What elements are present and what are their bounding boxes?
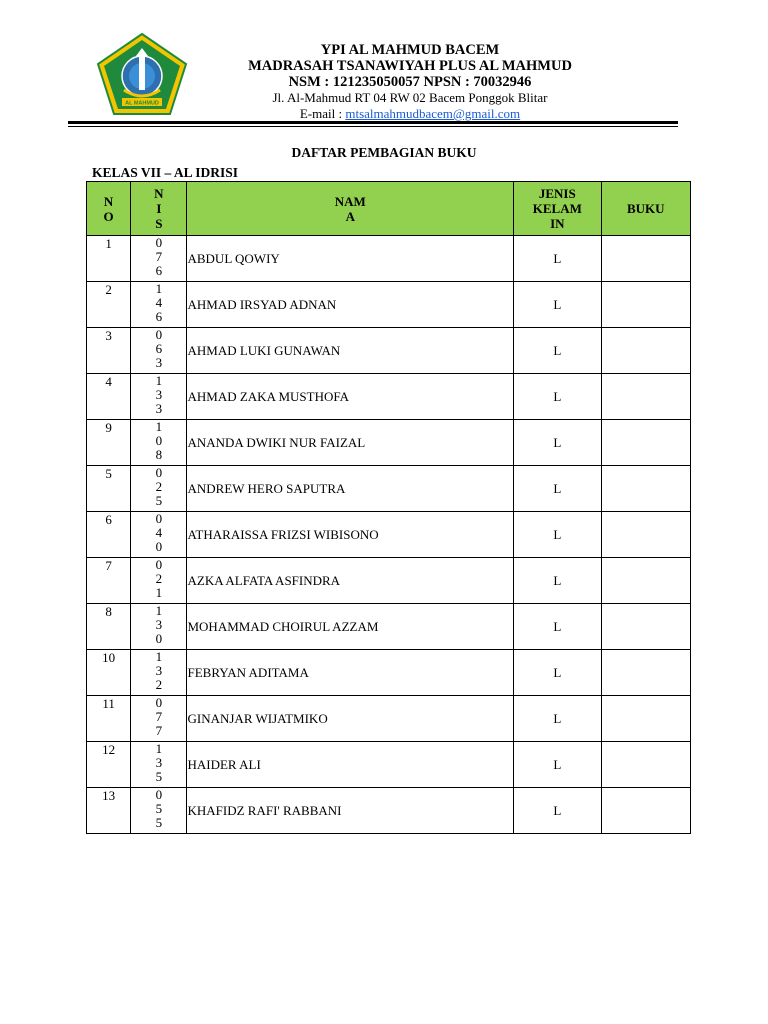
nis-digit: 0 xyxy=(155,539,163,554)
cell-nis xyxy=(131,466,187,512)
cell-nis xyxy=(131,558,187,604)
cell-buku xyxy=(601,236,690,282)
cell-nama: HAIDER ALI xyxy=(187,742,514,788)
cell-nama: AZKA ALFATA ASFINDRA xyxy=(187,558,514,604)
cell-nis xyxy=(131,282,187,328)
header-no xyxy=(87,182,131,236)
nsm-npsn: NSM : 121235050057 NPSN : 70032946 xyxy=(288,74,532,90)
email-label: E-mail : xyxy=(299,106,346,121)
cell-jenis-kelamin: L xyxy=(514,466,601,512)
table-row xyxy=(87,420,691,466)
table-row xyxy=(87,512,691,558)
cell-jenis-kelamin: L xyxy=(514,742,601,788)
cell-jenis-kelamin: L xyxy=(514,374,601,420)
cell-nama: ANANDA DWIKI NUR FAIZAL xyxy=(187,420,514,466)
school-address: Jl. Al-Mahmud RT 04 RW 02 Bacem Ponggok Blitar xyxy=(272,90,548,105)
cell-no: 4 xyxy=(87,374,131,420)
cell-nis xyxy=(131,420,187,466)
header-line: NAM xyxy=(334,193,366,209)
cell-nama: MOHAMMAD CHOIRUL AZZAM xyxy=(187,604,514,650)
letterhead-rule-thin xyxy=(68,126,678,127)
nis-digit: 0 xyxy=(155,235,163,250)
nis-digit: 2 xyxy=(155,571,163,586)
nis-digit: 1 xyxy=(155,373,163,388)
letterhead-rule-thick xyxy=(68,121,678,124)
svg-text:AL MAHMUD: AL MAHMUD xyxy=(125,100,159,107)
nis-digit: 0 xyxy=(155,433,163,448)
header-line: N xyxy=(103,193,114,209)
school-logo xyxy=(96,32,188,116)
cell-buku xyxy=(601,374,690,420)
nis-digit: 3 xyxy=(155,617,163,632)
cell-buku xyxy=(601,650,690,696)
cell-no: 3 xyxy=(87,328,131,374)
cell-nis xyxy=(131,374,187,420)
cell-nama: AHMAD LUKI GUNAWAN xyxy=(187,328,514,374)
cell-nis xyxy=(131,236,187,282)
table-row xyxy=(87,236,691,282)
cell-nama: FEBRYAN ADITAMA xyxy=(187,650,514,696)
header-nama xyxy=(187,182,514,236)
header-line: S xyxy=(155,216,163,231)
nis-digit: 2 xyxy=(155,677,163,692)
cell-no: 7 xyxy=(87,558,131,604)
cell-nis xyxy=(131,512,187,558)
nis-digit: 6 xyxy=(155,309,163,324)
cell-buku xyxy=(601,420,690,466)
header-line: IN xyxy=(550,216,565,231)
nis-digit: 0 xyxy=(155,695,163,710)
cell-jenis-kelamin: L xyxy=(514,328,601,374)
table-row xyxy=(87,466,691,512)
cell-no: 9 xyxy=(87,420,131,466)
cell-no: 6 xyxy=(87,512,131,558)
nis-digit: 3 xyxy=(155,401,163,416)
cell-no: 5 xyxy=(87,466,131,512)
nis-digit: 5 xyxy=(155,493,163,508)
nis-digit: 5 xyxy=(155,769,163,784)
nis-digit: 0 xyxy=(155,557,163,572)
cell-buku xyxy=(601,604,690,650)
nis-digit: 0 xyxy=(155,631,163,646)
table-header-row xyxy=(87,182,691,236)
table-row xyxy=(87,282,691,328)
cell-buku xyxy=(601,742,690,788)
cell-buku xyxy=(601,328,690,374)
nis-digit: 1 xyxy=(155,603,163,618)
nis-digit: 3 xyxy=(155,355,163,370)
email-link[interactable]: mtsalmahmudbacem@gmail.com xyxy=(345,106,521,121)
table-row xyxy=(87,696,691,742)
header-line: A xyxy=(345,208,355,224)
header-nis xyxy=(131,182,187,236)
cell-no: 1 xyxy=(87,236,131,282)
header-jenis-kelamin xyxy=(514,182,601,236)
cell-no: 2 xyxy=(87,282,131,328)
cell-buku xyxy=(601,696,690,742)
table-row xyxy=(87,374,691,420)
cell-nama: ATHARAISSA FRIZSI WIBISONO xyxy=(187,512,514,558)
nis-digit: 4 xyxy=(155,525,163,540)
nis-digit: 1 xyxy=(155,281,163,296)
nis-digit: 6 xyxy=(155,341,163,356)
document-title: DAFTAR PEMBAGIAN BUKU xyxy=(291,145,477,160)
nis-digit: 7 xyxy=(155,723,163,738)
cell-buku xyxy=(601,788,690,834)
email-line xyxy=(190,106,630,122)
nis-digit: 3 xyxy=(155,663,163,678)
cell-jenis-kelamin: L xyxy=(514,282,601,328)
cell-jenis-kelamin: L xyxy=(514,788,601,834)
nis-digit: 1 xyxy=(155,649,163,664)
cell-nis xyxy=(131,696,187,742)
cell-nama: ANDREW HERO SAPUTRA xyxy=(187,466,514,512)
cell-buku xyxy=(601,466,690,512)
cell-nis xyxy=(131,742,187,788)
cell-buku xyxy=(601,282,690,328)
nis-digit: 3 xyxy=(155,755,163,770)
organization-name: YPI AL MAHMUD BACEM xyxy=(320,42,500,58)
cell-no: 8 xyxy=(87,604,131,650)
cell-jenis-kelamin: L xyxy=(514,604,601,650)
cell-no: 10 xyxy=(87,650,131,696)
cell-jenis-kelamin: L xyxy=(514,696,601,742)
nis-digit: 0 xyxy=(155,465,163,480)
cell-nama: ABDUL QOWIY xyxy=(187,236,514,282)
table-row xyxy=(87,604,691,650)
cell-no: 11 xyxy=(87,696,131,742)
nis-digit: 1 xyxy=(155,419,163,434)
cell-buku xyxy=(601,558,690,604)
cell-nis xyxy=(131,650,187,696)
cell-nis xyxy=(131,328,187,374)
nis-digit: 0 xyxy=(155,511,163,526)
nis-digit: 8 xyxy=(155,447,163,462)
school-name: MADRASAH TSANAWIYAH PLUS AL MAHMUD xyxy=(248,58,572,74)
table-row xyxy=(87,788,691,834)
header-line: O xyxy=(103,208,114,224)
letterhead xyxy=(190,42,630,122)
nis-digit: 1 xyxy=(155,585,163,600)
header-line: JENIS xyxy=(538,186,576,201)
book-distribution-table xyxy=(86,181,691,834)
header-line: I xyxy=(156,201,162,216)
nis-digit: 0 xyxy=(155,327,163,342)
nis-digit: 7 xyxy=(155,249,163,264)
nis-digit: 5 xyxy=(155,801,163,816)
table-row xyxy=(87,650,691,696)
table-row xyxy=(87,558,691,604)
cell-nis xyxy=(131,788,187,834)
nis-digit: 2 xyxy=(155,479,163,494)
cell-jenis-kelamin: L xyxy=(514,512,601,558)
nis-digit: 6 xyxy=(155,263,163,278)
table-row xyxy=(87,742,691,788)
cell-nama: KHAFIDZ RAFI' RABBANI xyxy=(187,788,514,834)
cell-nama: AHMAD ZAKA MUSTHOFA xyxy=(187,374,514,420)
cell-jenis-kelamin: L xyxy=(514,236,601,282)
table-row xyxy=(87,328,691,374)
nis-digit: 3 xyxy=(155,387,163,402)
cell-jenis-kelamin: L xyxy=(514,420,601,466)
nis-digit: 5 xyxy=(155,815,163,830)
cell-buku xyxy=(601,512,690,558)
header-line: N xyxy=(154,186,164,201)
header-line: KELAM xyxy=(532,201,582,216)
header-buku: BUKU xyxy=(601,182,690,236)
cell-nama: GINANJAR WIJATMIKO xyxy=(187,696,514,742)
cell-nama: AHMAD IRSYAD ADNAN xyxy=(187,282,514,328)
cell-jenis-kelamin: L xyxy=(514,650,601,696)
nis-digit: 7 xyxy=(155,709,163,724)
nis-digit: 0 xyxy=(155,787,163,802)
cell-no: 13 xyxy=(87,788,131,834)
cell-no: 12 xyxy=(87,742,131,788)
nis-digit: 1 xyxy=(155,741,163,756)
nis-digit: 4 xyxy=(155,295,163,310)
cell-nis xyxy=(131,604,187,650)
cell-jenis-kelamin: L xyxy=(514,558,601,604)
class-label: KELAS VII – AL IDRISI xyxy=(92,165,239,180)
